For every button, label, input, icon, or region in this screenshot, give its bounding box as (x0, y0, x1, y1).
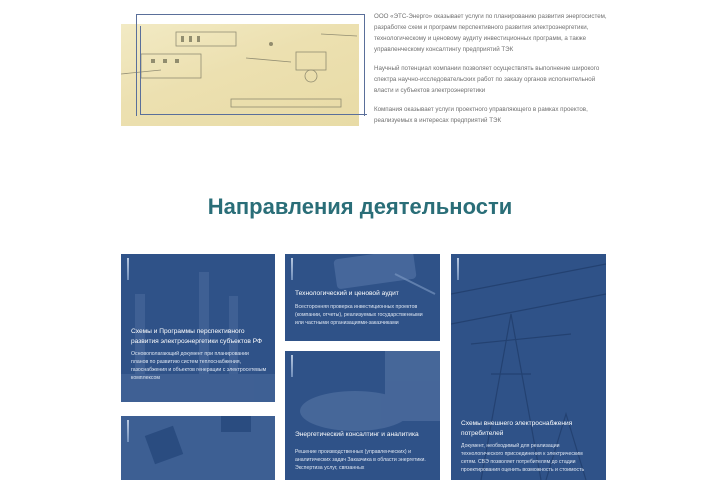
card-title: Схемы внешнего электроснабжения потребителей (461, 420, 573, 437)
card-title: Схемы и Программы перспективного развития электроэнергетики субъектов РФ (131, 328, 263, 345)
microchip-image (121, 416, 275, 480)
lightning-icon (291, 258, 293, 280)
card-partial[interactable] (121, 416, 275, 480)
company-intro (374, 11, 614, 134)
card-description: Решение производственных (управленческих) и аналитических задач Заказчика в области энергетики. Экспертиза услуг, связанных (295, 448, 426, 471)
card-description: Документ, необходимый для реализации технологического присоединения к электрическим сетям. СВЭ позволяет потребителям до стадии проектирования оценить возможность и стоимость (461, 443, 585, 473)
card-title: Энергетический консалтинг и аналитика (295, 431, 419, 438)
card-description: Основополагающий документ при планировании планов по развитию систем теплоснабжения, газоснабжения и объектов генерации с электросетевым комплексом (131, 351, 267, 381)
lightning-icon (127, 420, 129, 442)
intro-paragraph: Компания оказывает услуги проектного управляющего в рамках проектов, реализуемых в интересах предприятий ТЭК (374, 106, 588, 124)
lightning-icon (291, 355, 293, 377)
card-schemes-programs[interactable] (121, 254, 275, 402)
decorative-frame-inner (140, 26, 367, 115)
section-title: Направления деятельности (207, 194, 513, 219)
card-title: Технологический и ценовой аудит (295, 290, 399, 297)
card-energy-consulting[interactable] (285, 351, 440, 480)
intro-paragraph: Научный потенциал компании позволяет осуществлять выполнение широкого спектра научно-исследовательских работ по заказу органов исполнительной власти и субъектов электроэнергетики (374, 65, 600, 94)
card-description: Всесторонняя проверка инвестиционных проектов (компании, отчеты), реализуемых государственными или частными организациями-заказчиками (295, 303, 423, 326)
card-external-power[interactable] (451, 254, 606, 480)
lightning-icon (127, 258, 129, 280)
card-tech-audit[interactable] (285, 254, 440, 341)
intro-paragraph: ООО «ЭТС-Энерго» оказывает услуги по планированию развития энергосистем, разработке схем и программ перспективного развития электроэнергетики, технологическому и ценовому аудиту инвестиционных программ, а также управленческому консалтингу предприятий ТЭК (374, 13, 607, 53)
lightning-icon (457, 258, 459, 280)
